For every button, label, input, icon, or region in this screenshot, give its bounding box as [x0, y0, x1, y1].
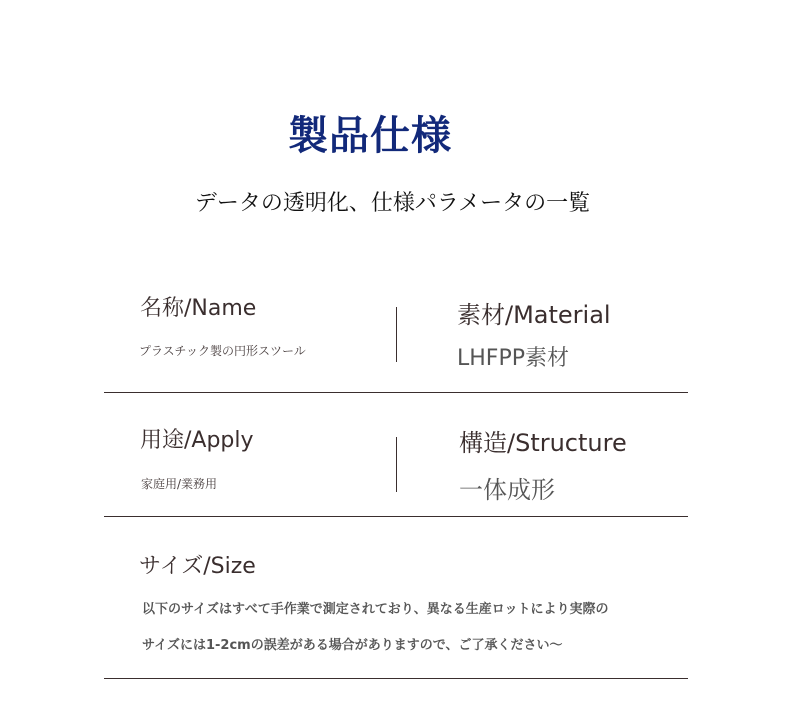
apply-value: 家庭用/業務用 [141, 477, 218, 491]
size-note-line2: サイズには1-2cmの誤差がある場合がありますので、ご了承ください〜 [142, 638, 563, 653]
page-title: 製品仕様 [288, 113, 452, 159]
row2-divider [396, 437, 397, 492]
structure-value: 一体成形 [459, 476, 555, 504]
material-label: 素材/Material [457, 301, 611, 329]
structure-label: 構造/Structure [459, 429, 627, 457]
size-note-line1: 以下のサイズはすべて手作業で測定されており、異なる生産ロットにより実際の [142, 602, 609, 617]
apply-label: 用途/Apply [140, 428, 254, 453]
row1-separator [104, 392, 688, 393]
page-subtitle: データの透明化、仕様パラメータの一覧 [194, 191, 591, 216]
row1-divider [396, 307, 397, 362]
row2-separator [104, 516, 688, 517]
row3-separator [104, 678, 688, 679]
size-label: サイズ/Size [139, 554, 256, 579]
name-value: プラスチック製の円形スツール [139, 344, 306, 358]
name-label: 名称/Name [140, 296, 257, 321]
material-value: LHFPP素材 [457, 346, 569, 371]
